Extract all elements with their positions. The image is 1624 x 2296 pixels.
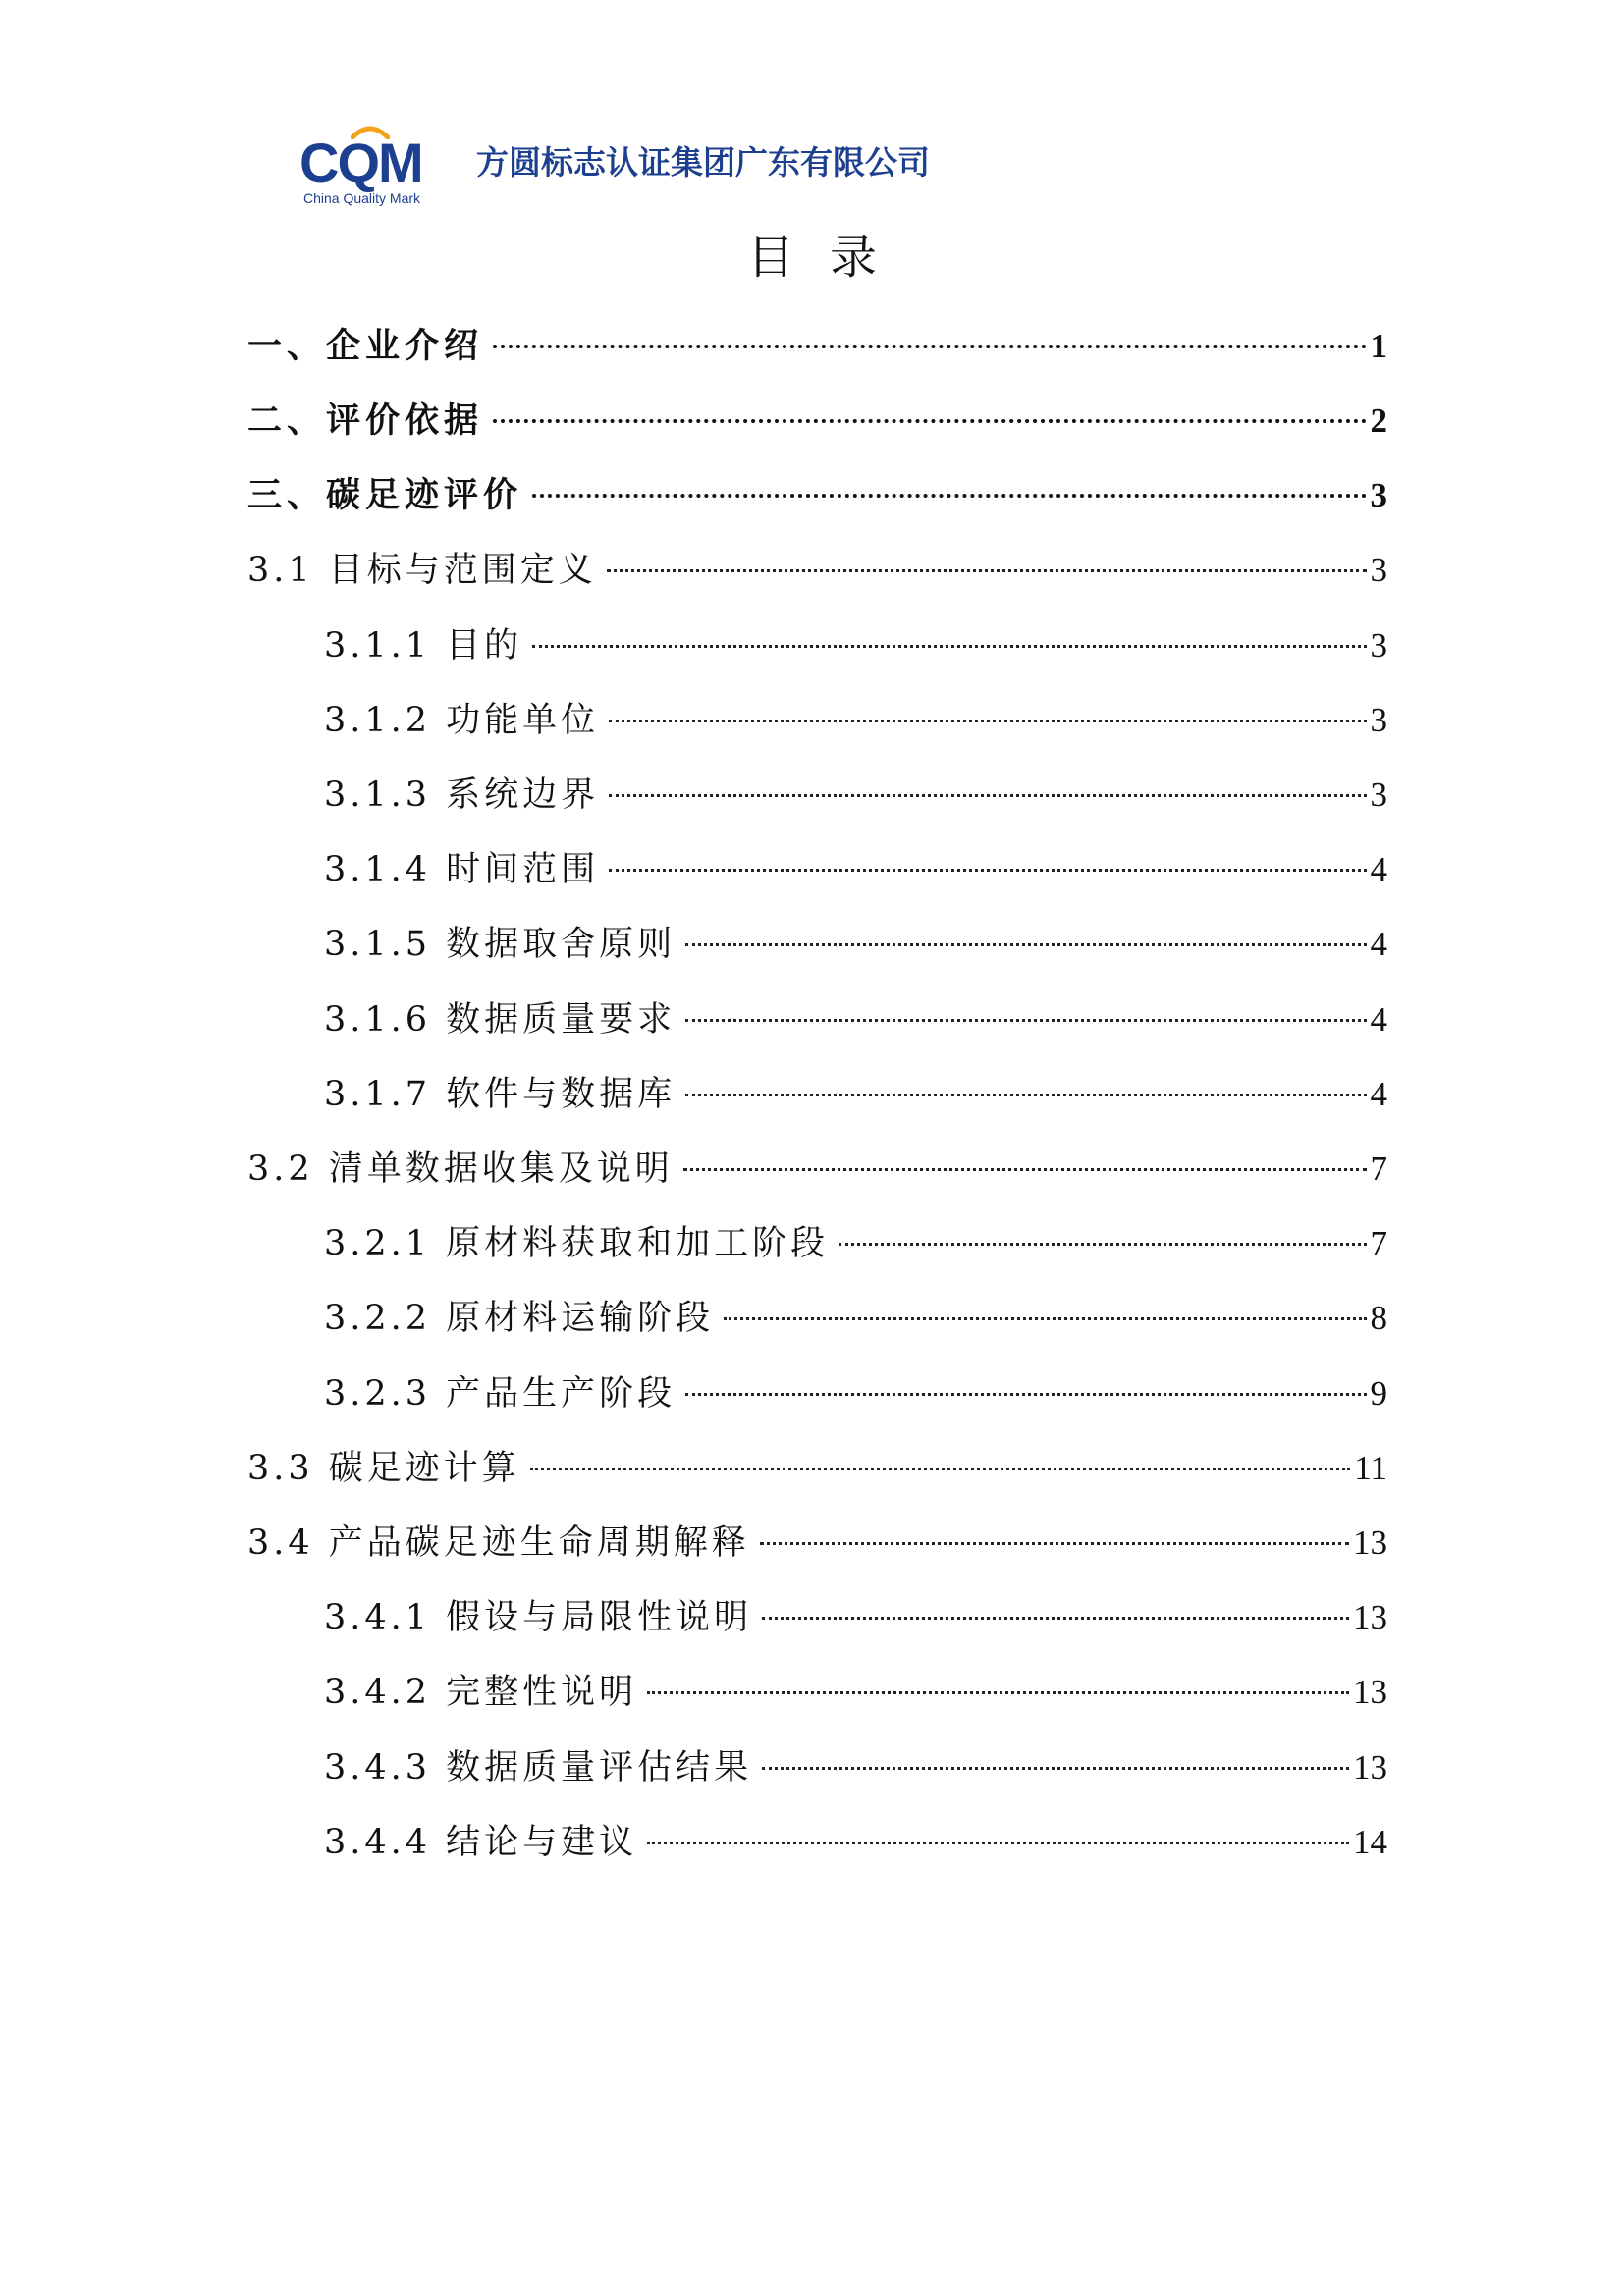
dot-leader <box>685 1019 1366 1022</box>
dot-leader <box>685 1094 1366 1096</box>
toc-entry-label: 3.4.2 完整性说明 <box>324 1673 638 1712</box>
toc-entry-3-1[interactable] <box>247 546 1387 595</box>
toc-entry-label: 三、碳足迹评价 <box>247 476 523 515</box>
toc-entry-page: 13 <box>1353 1523 1387 1562</box>
dot-leader <box>530 1468 1351 1470</box>
toc-entry-page: 13 <box>1353 1673 1387 1711</box>
dot-leader <box>760 1542 1349 1545</box>
toc-entry-3-4-4[interactable] <box>324 1818 1387 1867</box>
dot-leader <box>532 645 1366 648</box>
toc-entry-label: 3.1.2 功能单位 <box>324 701 600 740</box>
toc-title: 目录 <box>746 230 912 285</box>
toc-entry-label: 3.2 清单数据收集及说明 <box>247 1149 674 1189</box>
toc-entry-3-1-7[interactable] <box>324 1070 1387 1119</box>
toc-entry-page: 3 <box>1370 476 1387 514</box>
toc-entry-1[interactable] <box>247 322 1387 371</box>
cqm-logo <box>299 132 422 193</box>
dot-leader <box>532 494 1366 498</box>
toc-entry-3-3[interactable] <box>247 1444 1387 1493</box>
logo-subtitle: China Quality Mark <box>303 190 421 206</box>
toc-entry-page: 13 <box>1353 1748 1387 1787</box>
toc-entry-3-4-1[interactable] <box>324 1593 1387 1642</box>
toc-entry-3-4[interactable] <box>247 1519 1387 1568</box>
toc-entry-page: 11 <box>1354 1449 1387 1487</box>
toc-entry-label: 3.4.4 结论与建议 <box>324 1823 638 1862</box>
toc-entry-page: 4 <box>1370 1000 1387 1039</box>
toc-entry-page: 1 <box>1370 327 1387 365</box>
dot-leader <box>493 419 1366 423</box>
company-name: 方圆标志认证集团广东有限公司 <box>476 143 930 182</box>
toc-entry-3-1-3[interactable] <box>324 771 1387 820</box>
toc-entry-label: 3.1.3 系统边界 <box>324 775 600 815</box>
toc-entry-3-4-3[interactable] <box>324 1743 1387 1792</box>
dot-leader <box>647 1842 1349 1844</box>
toc-entry-3-2-2[interactable] <box>324 1294 1387 1343</box>
toc-entry-page: 2 <box>1370 401 1387 440</box>
toc-entry-3-2-1[interactable] <box>324 1219 1387 1268</box>
logo-arc-icon <box>351 124 390 139</box>
toc-entry-label: 3.1.1 目的 <box>324 626 523 666</box>
toc-entry-3-1-4[interactable] <box>324 845 1387 894</box>
dot-leader <box>683 1168 1367 1171</box>
dot-leader <box>685 943 1366 946</box>
toc-entry-label: 3.1 目标与范围定义 <box>247 551 597 590</box>
toc-entry-label: 3.4 产品碳足迹生命周期解释 <box>247 1523 750 1563</box>
dot-leader <box>762 1767 1349 1770</box>
page-header <box>299 132 987 214</box>
toc-entry-3[interactable] <box>247 471 1387 520</box>
toc-entry-page: 4 <box>1370 925 1387 963</box>
dot-leader <box>685 1393 1366 1396</box>
toc-entry-page: 7 <box>1370 1224 1387 1262</box>
dot-leader <box>647 1691 1349 1694</box>
toc-entry-label: 3.1.5 数据取舍原则 <box>324 925 677 964</box>
dot-leader <box>609 869 1366 872</box>
toc-entry-label: 3.1.6 数据质量要求 <box>324 1000 677 1040</box>
toc-entry-page: 3 <box>1370 626 1387 665</box>
toc-entry-label: 3.3 碳足迹计算 <box>247 1449 520 1488</box>
toc-entry-label: 3.2.1 原材料获取和加工阶段 <box>324 1224 830 1263</box>
toc-entry-page: 7 <box>1370 1149 1387 1188</box>
toc-entry-3-4-2[interactable] <box>324 1668 1387 1717</box>
dot-leader <box>607 569 1367 572</box>
toc-entry-page: 3 <box>1370 551 1387 589</box>
toc-entry-2[interactable] <box>247 397 1387 446</box>
toc-entry-page: 4 <box>1370 1075 1387 1113</box>
toc-entry-3-1-2[interactable] <box>324 696 1387 745</box>
toc-entry-3-1-5[interactable] <box>324 920 1387 969</box>
toc-entry-label: 3.1.4 时间范围 <box>324 850 600 889</box>
toc-entry-label: 3.2.2 原材料运输阶段 <box>324 1299 715 1338</box>
toc-entry-3-1-6[interactable] <box>324 995 1387 1044</box>
toc-entry-page: 14 <box>1353 1823 1387 1861</box>
toc-entry-label: 3.4.3 数据质量评估结果 <box>324 1748 753 1788</box>
dot-leader <box>493 345 1366 348</box>
toc-entry-page: 3 <box>1370 701 1387 739</box>
dot-leader <box>839 1243 1366 1246</box>
toc-entry-3-2[interactable] <box>247 1145 1387 1194</box>
toc-entry-label: 3.1.7 软件与数据库 <box>324 1075 677 1114</box>
toc-entry-page: 9 <box>1370 1374 1387 1413</box>
toc-entry-label: 3.4.1 假设与局限性说明 <box>324 1598 753 1637</box>
toc-entry-label: 二、评价依据 <box>247 401 484 441</box>
toc-entry-page: 3 <box>1370 775 1387 814</box>
toc-entry-page: 4 <box>1370 850 1387 888</box>
toc-entry-page: 8 <box>1370 1299 1387 1337</box>
dot-leader <box>762 1617 1349 1620</box>
toc-entry-label: 3.2.3 产品生产阶段 <box>324 1374 677 1414</box>
toc-entry-label: 一、企业介绍 <box>247 327 484 366</box>
toc-entry-page: 13 <box>1353 1598 1387 1636</box>
logo-letters: CQM <box>299 132 422 193</box>
toc-entry-3-2-3[interactable] <box>324 1369 1387 1418</box>
toc-entry-3-1-1[interactable] <box>324 621 1387 670</box>
dot-leader <box>609 720 1366 722</box>
dot-leader <box>724 1317 1366 1320</box>
dot-leader <box>609 794 1366 797</box>
